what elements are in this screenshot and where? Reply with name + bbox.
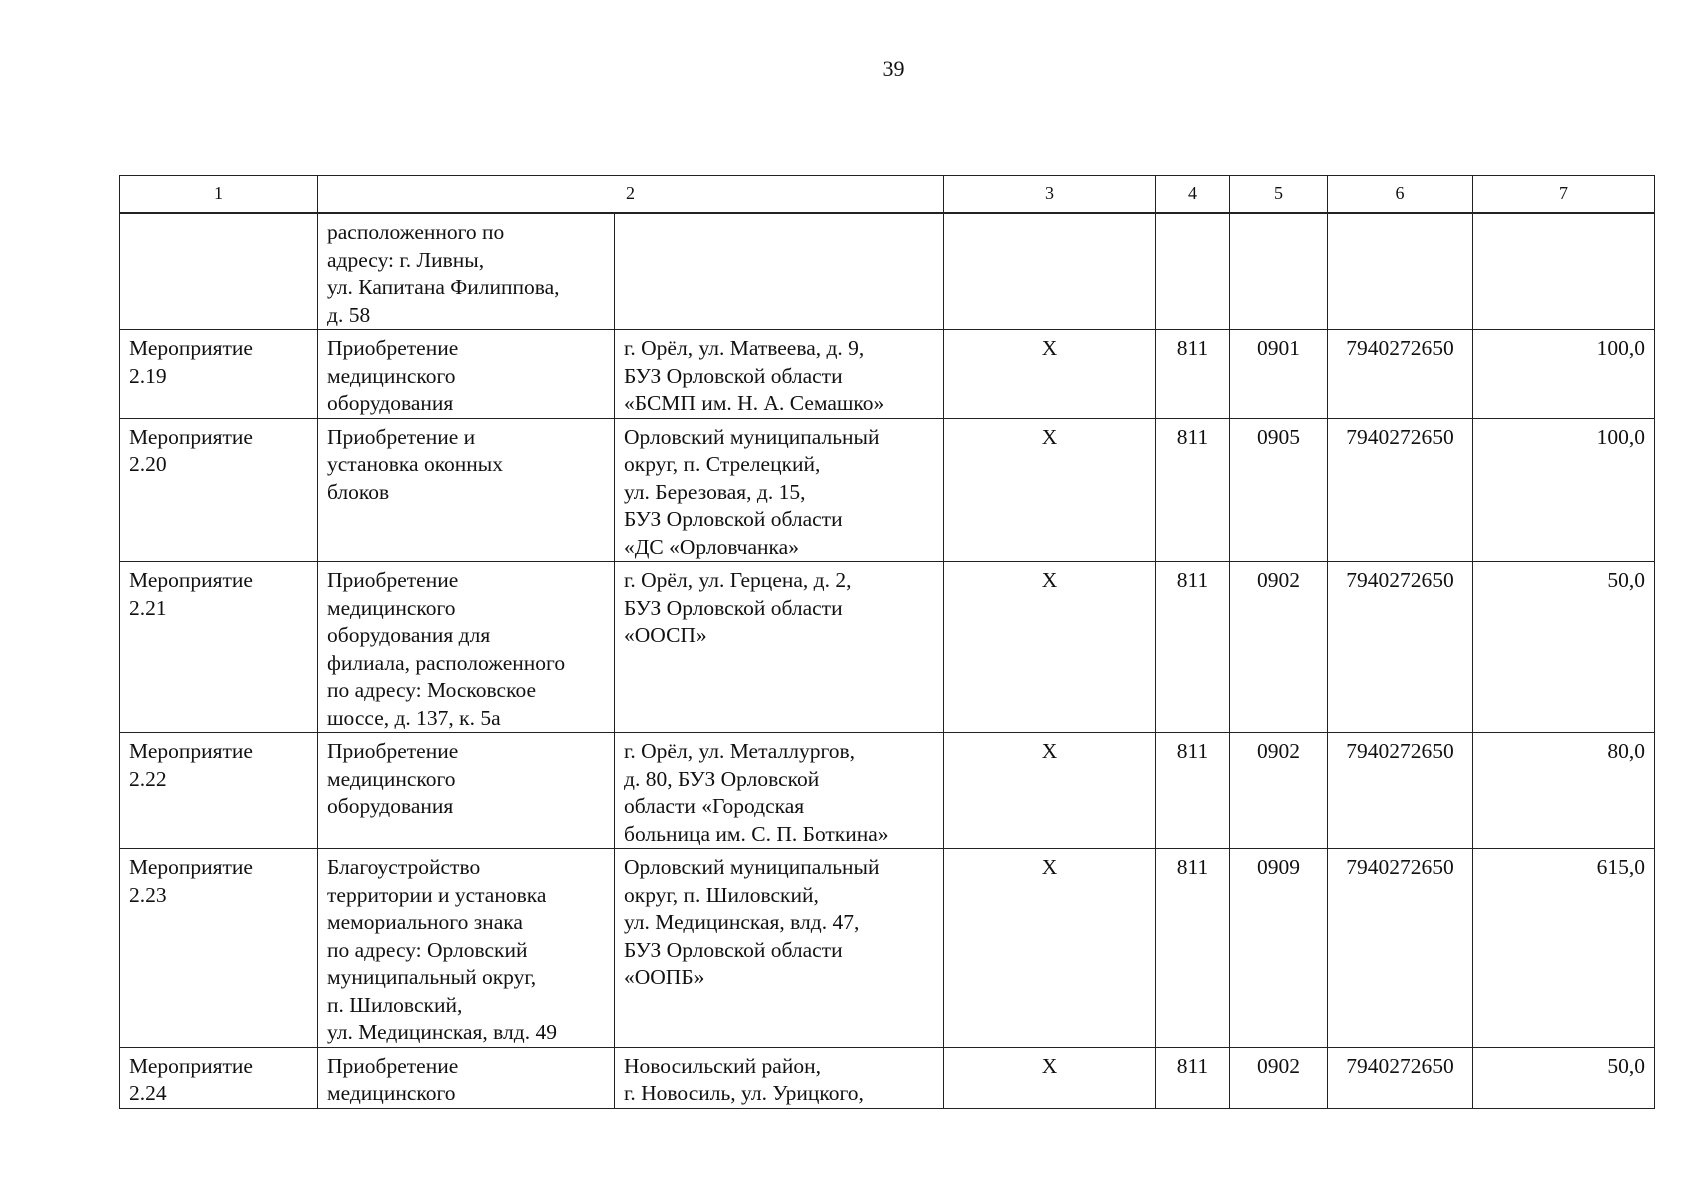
- col7-cell: 100,0: [1473, 330, 1655, 419]
- event-description-cell: Приобретение и установка оконных блоков: [318, 418, 615, 562]
- table-row: [120, 562, 1655, 733]
- col5-cell: [1230, 213, 1328, 330]
- col6-cell: 7940272650: [1328, 330, 1473, 419]
- col7-cell: 80,0: [1473, 733, 1655, 849]
- col7-cell: 615,0: [1473, 849, 1655, 1048]
- column-header-4: 4: [1156, 176, 1230, 214]
- page-number: 39: [882, 56, 905, 81]
- table-row: [120, 849, 1655, 1048]
- event-name-cell: Мероприятие 2.21: [120, 562, 318, 733]
- col6-cell: 7940272650: [1328, 1047, 1473, 1108]
- event-address-cell: Новосильский район, г. Новосиль, ул. Урицкого,: [615, 1047, 944, 1108]
- col3-cell: Х: [944, 849, 1156, 1048]
- col4-cell: 811: [1156, 330, 1230, 419]
- col5-cell: 0902: [1230, 733, 1328, 849]
- col4-cell: 811: [1156, 1047, 1230, 1108]
- budget-table: [119, 175, 1655, 1109]
- col3-cell: Х: [944, 330, 1156, 419]
- col5-cell: 0902: [1230, 562, 1328, 733]
- event-address-cell: [615, 213, 944, 330]
- col7-cell: 50,0: [1473, 1047, 1655, 1108]
- col5-cell: 0902: [1230, 1047, 1328, 1108]
- header-row: [120, 176, 1655, 214]
- col6-cell: 7940272650: [1328, 418, 1473, 562]
- column-header-5: 5: [1230, 176, 1328, 214]
- event-description-cell: расположенного по адресу: г. Ливны, ул. Капитана Филиппова, д. 58: [318, 213, 615, 330]
- event-name-cell: Мероприятие 2.20: [120, 418, 318, 562]
- event-address-cell: Орловский муниципальный округ, п. Стрелецкий, ул. Березовая, д. 15, БУЗ Орловской области «ДС «Орловчанка»: [615, 418, 944, 562]
- event-name-cell: [120, 213, 318, 330]
- column-header-6: 6: [1328, 176, 1473, 214]
- event-name-cell: Мероприятие 2.24: [120, 1047, 318, 1108]
- event-description-cell: Приобретение медицинского оборудования для филиала, расположенного по адресу: Московское шоссе, д. 137, к. 5а: [318, 562, 615, 733]
- col7-cell: [1473, 213, 1655, 330]
- col3-cell: Х: [944, 562, 1156, 733]
- col4-cell: 811: [1156, 562, 1230, 733]
- column-header-1: 1: [120, 176, 318, 214]
- col3-cell: Х: [944, 733, 1156, 849]
- event-address-cell: Орловский муниципальный округ, п. Шиловский, ул. Медицинская, влд. 47, БУЗ Орловской области «ООПБ»: [615, 849, 944, 1048]
- event-name-cell: Мероприятие 2.19: [120, 330, 318, 419]
- col5-cell: 0905: [1230, 418, 1328, 562]
- column-header-3: 3: [944, 176, 1156, 214]
- table-row: [120, 330, 1655, 419]
- col5-cell: 0901: [1230, 330, 1328, 419]
- table-row: [120, 418, 1655, 562]
- col4-cell: [1156, 213, 1230, 330]
- event-address-cell: г. Орёл, ул. Герцена, д. 2, БУЗ Орловской области «ООСП»: [615, 562, 944, 733]
- column-header-2: 2: [318, 176, 944, 214]
- event-name-cell: Мероприятие 2.22: [120, 733, 318, 849]
- event-description-cell: Приобретение медицинского: [318, 1047, 615, 1108]
- col6-cell: 7940272650: [1328, 733, 1473, 849]
- event-address-cell: г. Орёл, ул. Металлургов, д. 80, БУЗ Орловской области «Городская больница им. С. П. Боткина»: [615, 733, 944, 849]
- col4-cell: 811: [1156, 849, 1230, 1048]
- col3-cell: Х: [944, 418, 1156, 562]
- event-address-cell: г. Орёл, ул. Матвеева, д. 9, БУЗ Орловской области «БСМП им. Н. А. Семашко»: [615, 330, 944, 419]
- continuation-row: [120, 213, 1655, 330]
- col7-cell: 100,0: [1473, 418, 1655, 562]
- column-header-7: 7: [1473, 176, 1655, 214]
- col7-cell: 50,0: [1473, 562, 1655, 733]
- event-description-cell: Приобретение медицинского оборудования: [318, 330, 615, 419]
- col4-cell: 811: [1156, 733, 1230, 849]
- col6-cell: 7940272650: [1328, 849, 1473, 1048]
- event-name-cell: Мероприятие 2.23: [120, 849, 318, 1048]
- table-row: [120, 733, 1655, 849]
- event-description-cell: Приобретение медицинского оборудования: [318, 733, 615, 849]
- col4-cell: 811: [1156, 418, 1230, 562]
- col6-cell: 7940272650: [1328, 562, 1473, 733]
- table-row: [120, 1047, 1655, 1108]
- event-description-cell: Благоустройство территории и установка мемориального знака по адресу: Орловский муниципальный округ, п. Шиловский, ул. Медицинская, влд. 49: [318, 849, 615, 1048]
- col5-cell: 0909: [1230, 849, 1328, 1048]
- col3-cell: [944, 213, 1156, 330]
- col3-cell: Х: [944, 1047, 1156, 1108]
- col6-cell: [1328, 213, 1473, 330]
